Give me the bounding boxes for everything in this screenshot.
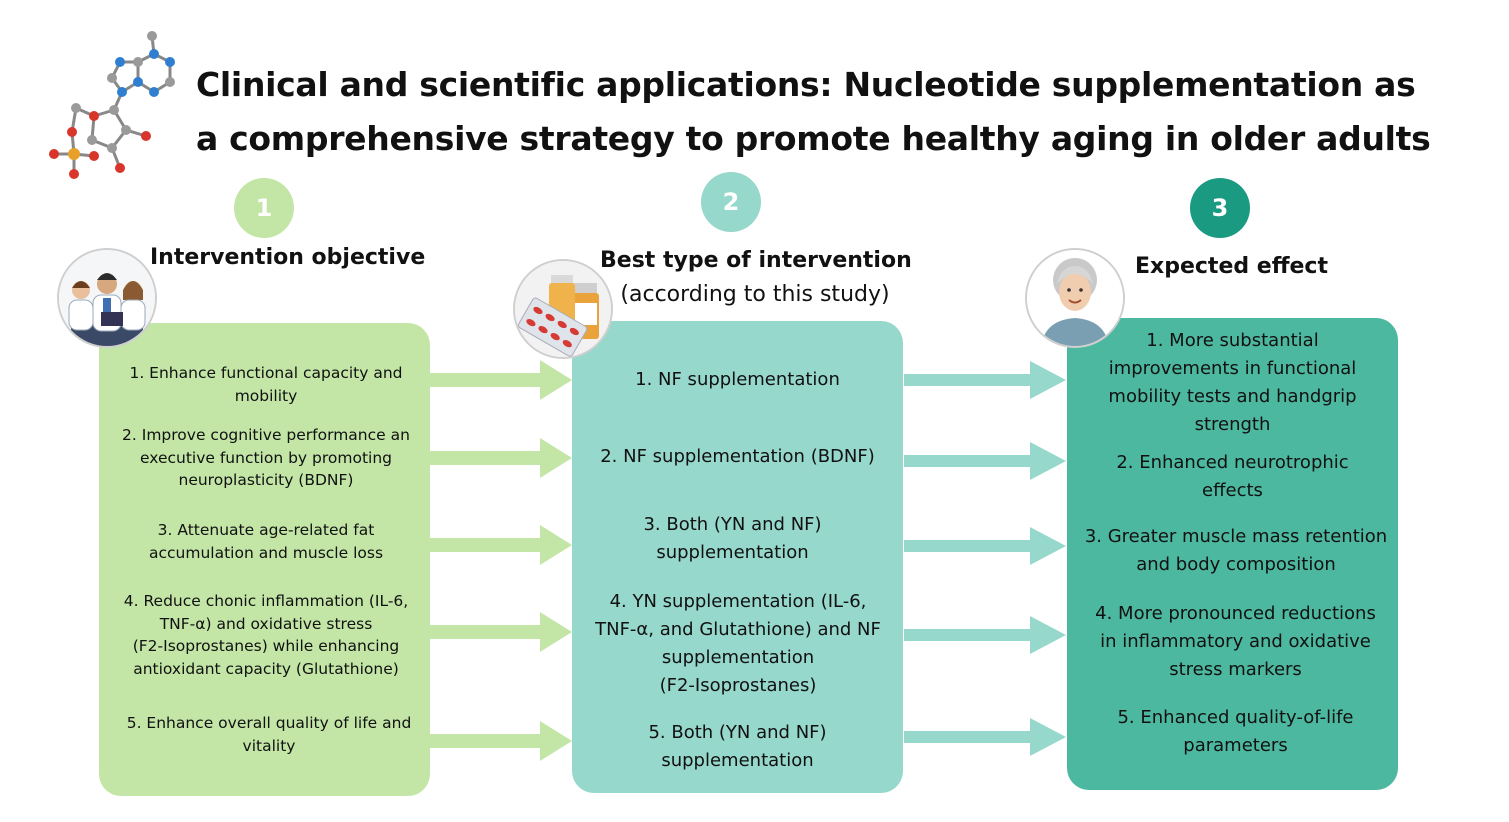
arrows-middle-to-right: [902, 350, 1072, 810]
intervention-item-3: 3. Both (YN and NF) supplementation: [643, 514, 822, 563]
arrow-2-to-3-item-3: [904, 527, 1066, 565]
arrow-1-to-2-item-5: [430, 721, 572, 761]
intervention-item-5: 5. Both (YN and NF) supplementation: [648, 722, 827, 771]
step-2-circle: 2: [701, 172, 761, 232]
arrow-1-to-2-item-2: [430, 438, 572, 478]
objective-item-4: 4. Reduce chonic inflammation (IL-6, TNF-α) and oxidative stress (F2-Isoprostanes) while enhancing antioxidant capacity (Glutathione): [123, 592, 409, 678]
arrow-2-to-3-item-2: [904, 442, 1066, 480]
title-line-2: a comprehensive strategy to promote healthy aging in older adults: [196, 119, 1431, 158]
arrow-2-to-3-item-5: [904, 718, 1066, 756]
arrow-1-to-2-item-4: [430, 612, 572, 652]
arrow-2-to-3-item-1: [904, 361, 1066, 399]
effect-item-1: 1. More substantial improvements in functional mobility tests and handgrip strength: [1108, 330, 1357, 435]
heading-intervention-objective: Intervention objective: [150, 245, 426, 270]
medical-team-icon: [57, 248, 157, 348]
pills-bottles-icon: [513, 259, 613, 359]
heading-expected-effect: Expected effect: [1135, 254, 1328, 279]
intervention-item-1: 1. NF supplementation: [635, 369, 840, 390]
objective-item-3: 3. Attenuate age-related fat accumulation and muscle loss: [148, 521, 384, 562]
nucleotide-molecule-icon: [42, 24, 192, 184]
objective-item-2: 2. Improve cognitive performance an executive function by promoting neuroplasticity (BDNF): [122, 426, 410, 489]
objective-item-1: 1. Enhance functional capacity and mobility: [129, 364, 403, 405]
effect-item-4: 4. More pronounced reductions in inflammatory and oxidative stress markers: [1095, 603, 1376, 680]
title-line-1: Clinical and scientific applications: Nucleotide supplementation as: [196, 65, 1416, 104]
intervention-item-2: 2. NF supplementation (BDNF): [600, 446, 875, 467]
heading-best-intervention-subtitle: (according to this study): [620, 282, 890, 307]
heading-best-intervention: [600, 244, 910, 312]
objective-item-5: 5. Enhance overall quality of life and vitality: [126, 714, 412, 755]
arrows-left-to-middle: [425, 350, 585, 810]
arrow-1-to-2-item-1: [430, 360, 572, 400]
intervention-item-4: 4. YN supplementation (IL-6, TNF-α, and Glutathione) and NF supplementation (F2-Isoprostanes): [595, 591, 881, 696]
heading-best-intervention-title: Best type of intervention: [600, 248, 912, 273]
step-1-circle: 1: [234, 178, 294, 238]
effect-item-5: 5. Enhanced quality-of-life parameters: [1117, 707, 1354, 756]
effect-item-2: 2. Enhanced neurotrophic effects: [1116, 452, 1349, 501]
effect-item-3: 3. Greater muscle mass retention and body composition: [1084, 526, 1388, 575]
arrow-1-to-2-item-3: [430, 525, 572, 565]
page-title: [196, 58, 1436, 166]
arrow-2-to-3-item-4: [904, 616, 1066, 654]
step-3-circle: 3: [1190, 178, 1250, 238]
